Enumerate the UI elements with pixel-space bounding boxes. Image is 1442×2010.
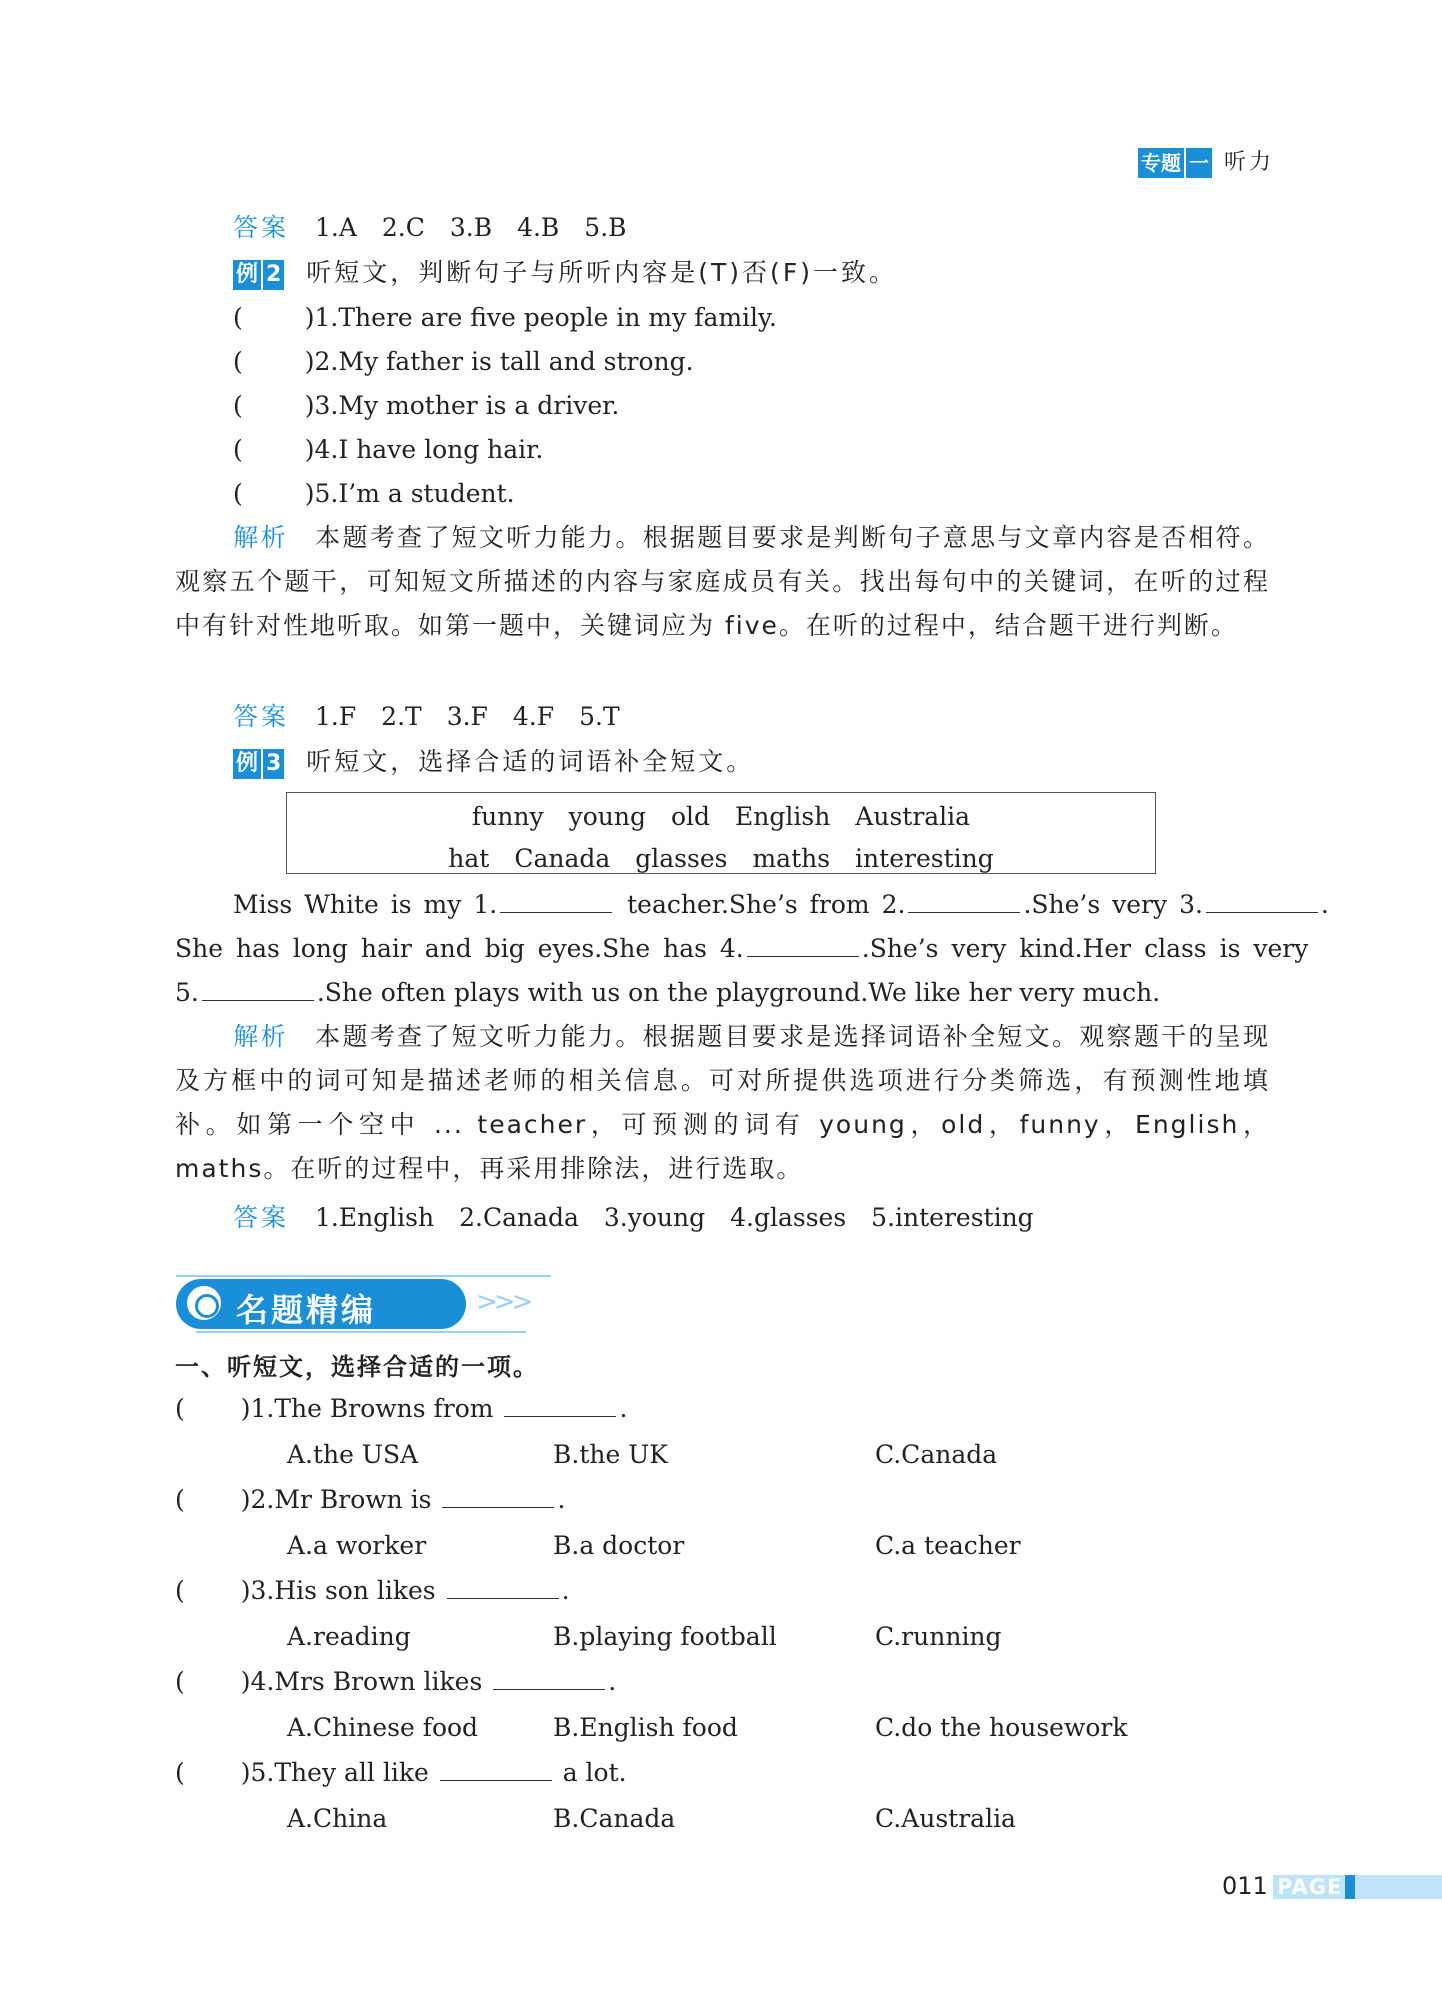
analysis-text: 本题考查了短文听力能力。根据题目要求是选择词语补全短文。观察题干的呈现及方框中的词可知是描述老师的相关信息。可对所提供选项进行分类筛选，有预测性地填补。如第一个空中 ... teacher，可预测的词有 young，old，funny，English，maths。在听的过程中，再采用排除法，进行选取。	[175, 1022, 1270, 1183]
question-stem: ( )4.Mrs Brown likes .	[175, 1667, 617, 1696]
tf-item: ( )2.My father is tall and strong.	[233, 347, 694, 376]
option-b: B.English food	[553, 1713, 738, 1742]
example-instruction: 听短文，判断句子与所听内容是(T)否(F)一致。	[306, 258, 897, 287]
analysis-label: 解析	[233, 1022, 288, 1051]
example-instruction: 听短文，选择合适的词语补全短文。	[306, 747, 755, 776]
passage-line: 5. .She often plays with us on the playground.We like her very much.	[175, 978, 1161, 1007]
example-number: 3	[263, 749, 284, 779]
answer-label: 答案	[233, 1203, 290, 1232]
tf-item: ( )5.I’m a student.	[233, 479, 515, 508]
page-bar-mark	[1345, 1875, 1355, 1899]
answer-text: 1.English 2.Canada 3.young 4.glasses 5.interesting	[314, 1203, 1034, 1232]
example-3-heading	[233, 742, 754, 779]
example-tag: 例	[233, 749, 261, 779]
question-stem: ( )5.They all like a lot.	[175, 1758, 627, 1787]
analysis-paragraph	[175, 516, 1270, 648]
answer-label: 答案	[233, 213, 290, 242]
running-header	[1138, 145, 1274, 178]
page-word: PAGE	[1277, 1875, 1343, 1899]
section-heading: 一、听短文，选择合适的一项。	[175, 1353, 539, 1381]
option-b: B.a doctor	[553, 1531, 685, 1560]
page-bar	[1273, 1875, 1442, 1899]
word-list-line: hat Canada glasses maths interesting	[448, 844, 994, 873]
option-c: C.running	[875, 1622, 1002, 1651]
passage-line: Miss White is my 1. teacher.She’s from 2. .She’s very 3. .	[233, 890, 1329, 919]
option-b: B.Canada	[553, 1804, 676, 1833]
blank-1	[500, 890, 612, 913]
option-a: A.reading	[287, 1622, 411, 1651]
passage-line: She has long hair and big eyes.She has 4. .She’s very kind.Her class is very	[175, 934, 1309, 963]
option-a: A.the USA	[287, 1440, 419, 1469]
answer-2-line	[233, 697, 620, 733]
answer-text: 1.A 2.C 3.B 4.B 5.B	[314, 213, 627, 242]
target-icon	[184, 1283, 224, 1323]
analysis-label: 解析	[233, 523, 288, 552]
analysis-text: 本题考查了短文听力能力。根据题目要求是判断句子意思与文章内容是否相符。观察五个题干，可知短文所描述的内容与家庭成员有关。找出每句中的关键词，在听的过程中有针对性地听取。如第一题中，关键词应为 five。在听的过程中，结合题干进行判断。	[175, 523, 1270, 640]
option-a: A.a worker	[287, 1531, 427, 1560]
question-stem: ( )3.His son likes .	[175, 1576, 570, 1605]
section-banner	[176, 1275, 551, 1333]
tf-item: ( )3.My mother is a driver.	[233, 391, 620, 420]
option-c: C.do the housework	[875, 1713, 1128, 1742]
option-a: A.China	[287, 1804, 388, 1833]
header-tag: 专题	[1138, 148, 1184, 178]
analysis-paragraph	[175, 1015, 1270, 1191]
page-number: 011	[1222, 1872, 1268, 1900]
banner-title: 名题精编	[236, 1291, 377, 1329]
answer-1-line	[233, 208, 627, 244]
answer-3-line	[233, 1198, 1034, 1234]
blank-3	[1206, 890, 1318, 913]
tf-item: ( )1.There are five people in my family.	[233, 303, 777, 332]
arrows-icon: >>>	[476, 1287, 530, 1317]
tf-item: ( )4.I have long hair.	[233, 435, 544, 464]
word-list-line: funny young old English Australia	[471, 802, 971, 831]
answer-text: 1.F 2.T 3.F 4.F 5.T	[314, 702, 620, 731]
question-stem: ( )2.Mr Brown is .	[175, 1485, 566, 1514]
header-tag-number: 一	[1186, 148, 1212, 178]
option-b: B.playing football	[553, 1622, 777, 1651]
question-stem: ( )1.The Browns from .	[175, 1394, 628, 1423]
blank-4	[747, 934, 859, 957]
header-title: 听力	[1223, 150, 1274, 175]
option-c: C.a teacher	[875, 1531, 1021, 1560]
blank-5	[202, 978, 314, 1001]
blank-2	[908, 890, 1020, 913]
option-a: A.Chinese food	[287, 1713, 479, 1742]
example-tag: 例	[233, 260, 261, 290]
example-2-heading	[233, 253, 897, 290]
word-box	[286, 792, 1156, 874]
example-number: 2	[263, 260, 284, 290]
option-b: B.the UK	[553, 1440, 668, 1469]
option-c: C.Australia	[875, 1804, 1016, 1833]
answer-label: 答案	[233, 702, 290, 731]
option-c: C.Canada	[875, 1440, 998, 1469]
